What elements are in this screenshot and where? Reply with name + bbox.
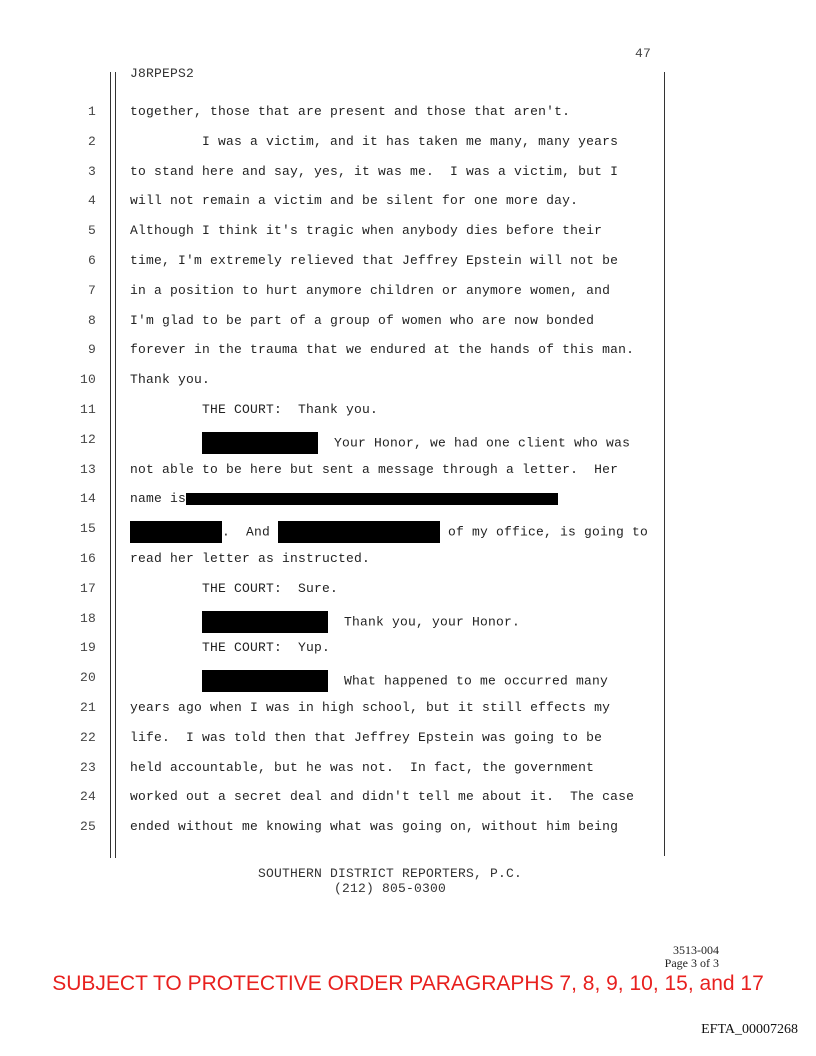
line-number: 20 xyxy=(79,670,96,685)
line-number: 2 xyxy=(87,134,96,149)
line-text: THE COURT: Sure. xyxy=(130,581,339,596)
line-text: to stand here and say, yes, it was me. I was a victim, but I xyxy=(130,164,619,179)
right-margin-rule xyxy=(664,72,665,856)
transcript-line xyxy=(130,342,634,357)
transcript-line xyxy=(130,491,558,506)
line-text: of my office, is going to xyxy=(440,524,649,540)
line-number: 13 xyxy=(79,462,96,477)
transcript-line xyxy=(130,223,602,238)
redaction-block xyxy=(202,432,318,454)
transcript-line xyxy=(130,104,570,119)
transcript-line xyxy=(130,730,602,745)
line-number: 25 xyxy=(79,819,96,834)
line-number: 6 xyxy=(87,253,96,268)
line-text: THE COURT: Thank you. xyxy=(130,402,379,417)
line-number: 5 xyxy=(87,223,96,238)
line-text: What happened to me occurred many xyxy=(328,673,609,689)
redaction-block xyxy=(130,521,222,543)
doc-code: 3513-004 xyxy=(673,943,719,957)
redaction-block xyxy=(202,611,328,633)
line-number: 4 xyxy=(87,193,96,208)
line-text: will not remain a victim and be silent for one more day. xyxy=(130,193,579,208)
line-number: 15 xyxy=(79,521,96,536)
line-number: 19 xyxy=(79,640,96,655)
line-text: read her letter as instructed. xyxy=(130,551,371,566)
transcript-line xyxy=(130,789,634,804)
line-text: worked out a secret deal and didn't tell me about it. The case xyxy=(130,789,635,804)
page-number: 47 xyxy=(635,46,652,61)
line-text: I was a victim, and it has taken me many, many years xyxy=(130,134,619,149)
left-margin-rule-inner xyxy=(115,72,116,858)
line-text: . And xyxy=(222,524,279,540)
transcript-line xyxy=(130,313,594,328)
transcript-line xyxy=(130,193,578,208)
line-number: 1 xyxy=(87,104,96,119)
line-number: 18 xyxy=(79,611,96,626)
line-text xyxy=(130,614,202,629)
line-number: 22 xyxy=(79,730,96,745)
line-text: Your Honor, we had one client who was xyxy=(318,435,631,451)
line-text: Thank you, your Honor. xyxy=(328,614,521,630)
line-number: 12 xyxy=(79,432,96,447)
line-number: 8 xyxy=(87,313,96,328)
transcript-line xyxy=(130,521,648,543)
line-number: 14 xyxy=(79,491,96,506)
line-text: in a position to hurt anymore children or anymore women, and xyxy=(130,283,611,298)
transcript-line xyxy=(130,760,594,775)
line-number: 3 xyxy=(87,164,96,179)
redaction-block xyxy=(202,670,328,692)
transcript-line xyxy=(130,819,618,834)
line-text xyxy=(130,435,202,450)
transcript-line xyxy=(130,581,338,596)
line-number: 23 xyxy=(79,760,96,775)
line-number: 10 xyxy=(79,372,96,387)
line-number: 17 xyxy=(79,581,96,596)
line-text: life. I was told then that Jeffrey Epstein was going to be xyxy=(130,730,603,745)
line-text: Although I think it's tragic when anybody dies before their xyxy=(130,223,603,238)
line-text: forever in the trauma that we endured at the hands of this man. xyxy=(130,342,635,357)
left-margin-rule-outer xyxy=(110,72,111,858)
protective-order-notice: SUBJECT TO PROTECTIVE ORDER PARAGRAPHS 7, 8, 9, 10, 15, and 17 xyxy=(52,972,764,995)
transcript-line xyxy=(130,462,618,477)
reporter-phone: (212) 805-0300 xyxy=(333,881,447,896)
transcript-line xyxy=(130,640,330,655)
transcript-line xyxy=(130,372,210,387)
line-text: held accountable, but he was not. In fact, the government xyxy=(130,760,595,775)
line-text: together, those that are present and those that aren't. xyxy=(130,104,571,119)
line-number: 7 xyxy=(87,283,96,298)
transcript-line xyxy=(130,670,608,692)
line-number: 24 xyxy=(79,789,96,804)
redaction-block xyxy=(278,521,440,543)
line-number: 9 xyxy=(87,342,96,357)
line-text: not able to be here but sent a message through a letter. Her xyxy=(130,462,619,477)
transcript-line xyxy=(130,700,610,715)
line-text: THE COURT: Yup. xyxy=(130,640,331,655)
transcript-line xyxy=(130,551,370,566)
line-text: years ago when I was in high school, but it still effects my xyxy=(130,700,611,715)
reporter-name: SOUTHERN DISTRICT REPORTERS, P.C. xyxy=(257,866,523,881)
transcript-line xyxy=(130,164,618,179)
transcript-line xyxy=(130,283,610,298)
line-number: 11 xyxy=(79,402,96,417)
case-id: J8RPEPS2 xyxy=(130,66,195,81)
line-text: time, I'm extremely relieved that Jeffrey Epstein will not be xyxy=(130,253,619,268)
transcript-line xyxy=(130,253,618,268)
line-number: 21 xyxy=(79,700,96,715)
line-text: name is xyxy=(130,491,187,506)
line-text: ended without me knowing what was going on, without him being xyxy=(130,819,619,834)
transcript-line xyxy=(130,134,618,149)
page-of: Page 3 of 3 xyxy=(664,956,719,970)
transcript-line xyxy=(130,432,630,454)
line-text: I'm glad to be part of a group of women who are now bonded xyxy=(130,313,595,328)
line-text xyxy=(130,673,202,688)
bates-number: EFTA_00007268 xyxy=(701,1022,798,1037)
line-number: 16 xyxy=(79,551,96,566)
line-text: Thank you. xyxy=(130,372,211,387)
redaction-block xyxy=(186,493,558,505)
transcript-line xyxy=(130,611,520,633)
transcript-line xyxy=(130,402,378,417)
